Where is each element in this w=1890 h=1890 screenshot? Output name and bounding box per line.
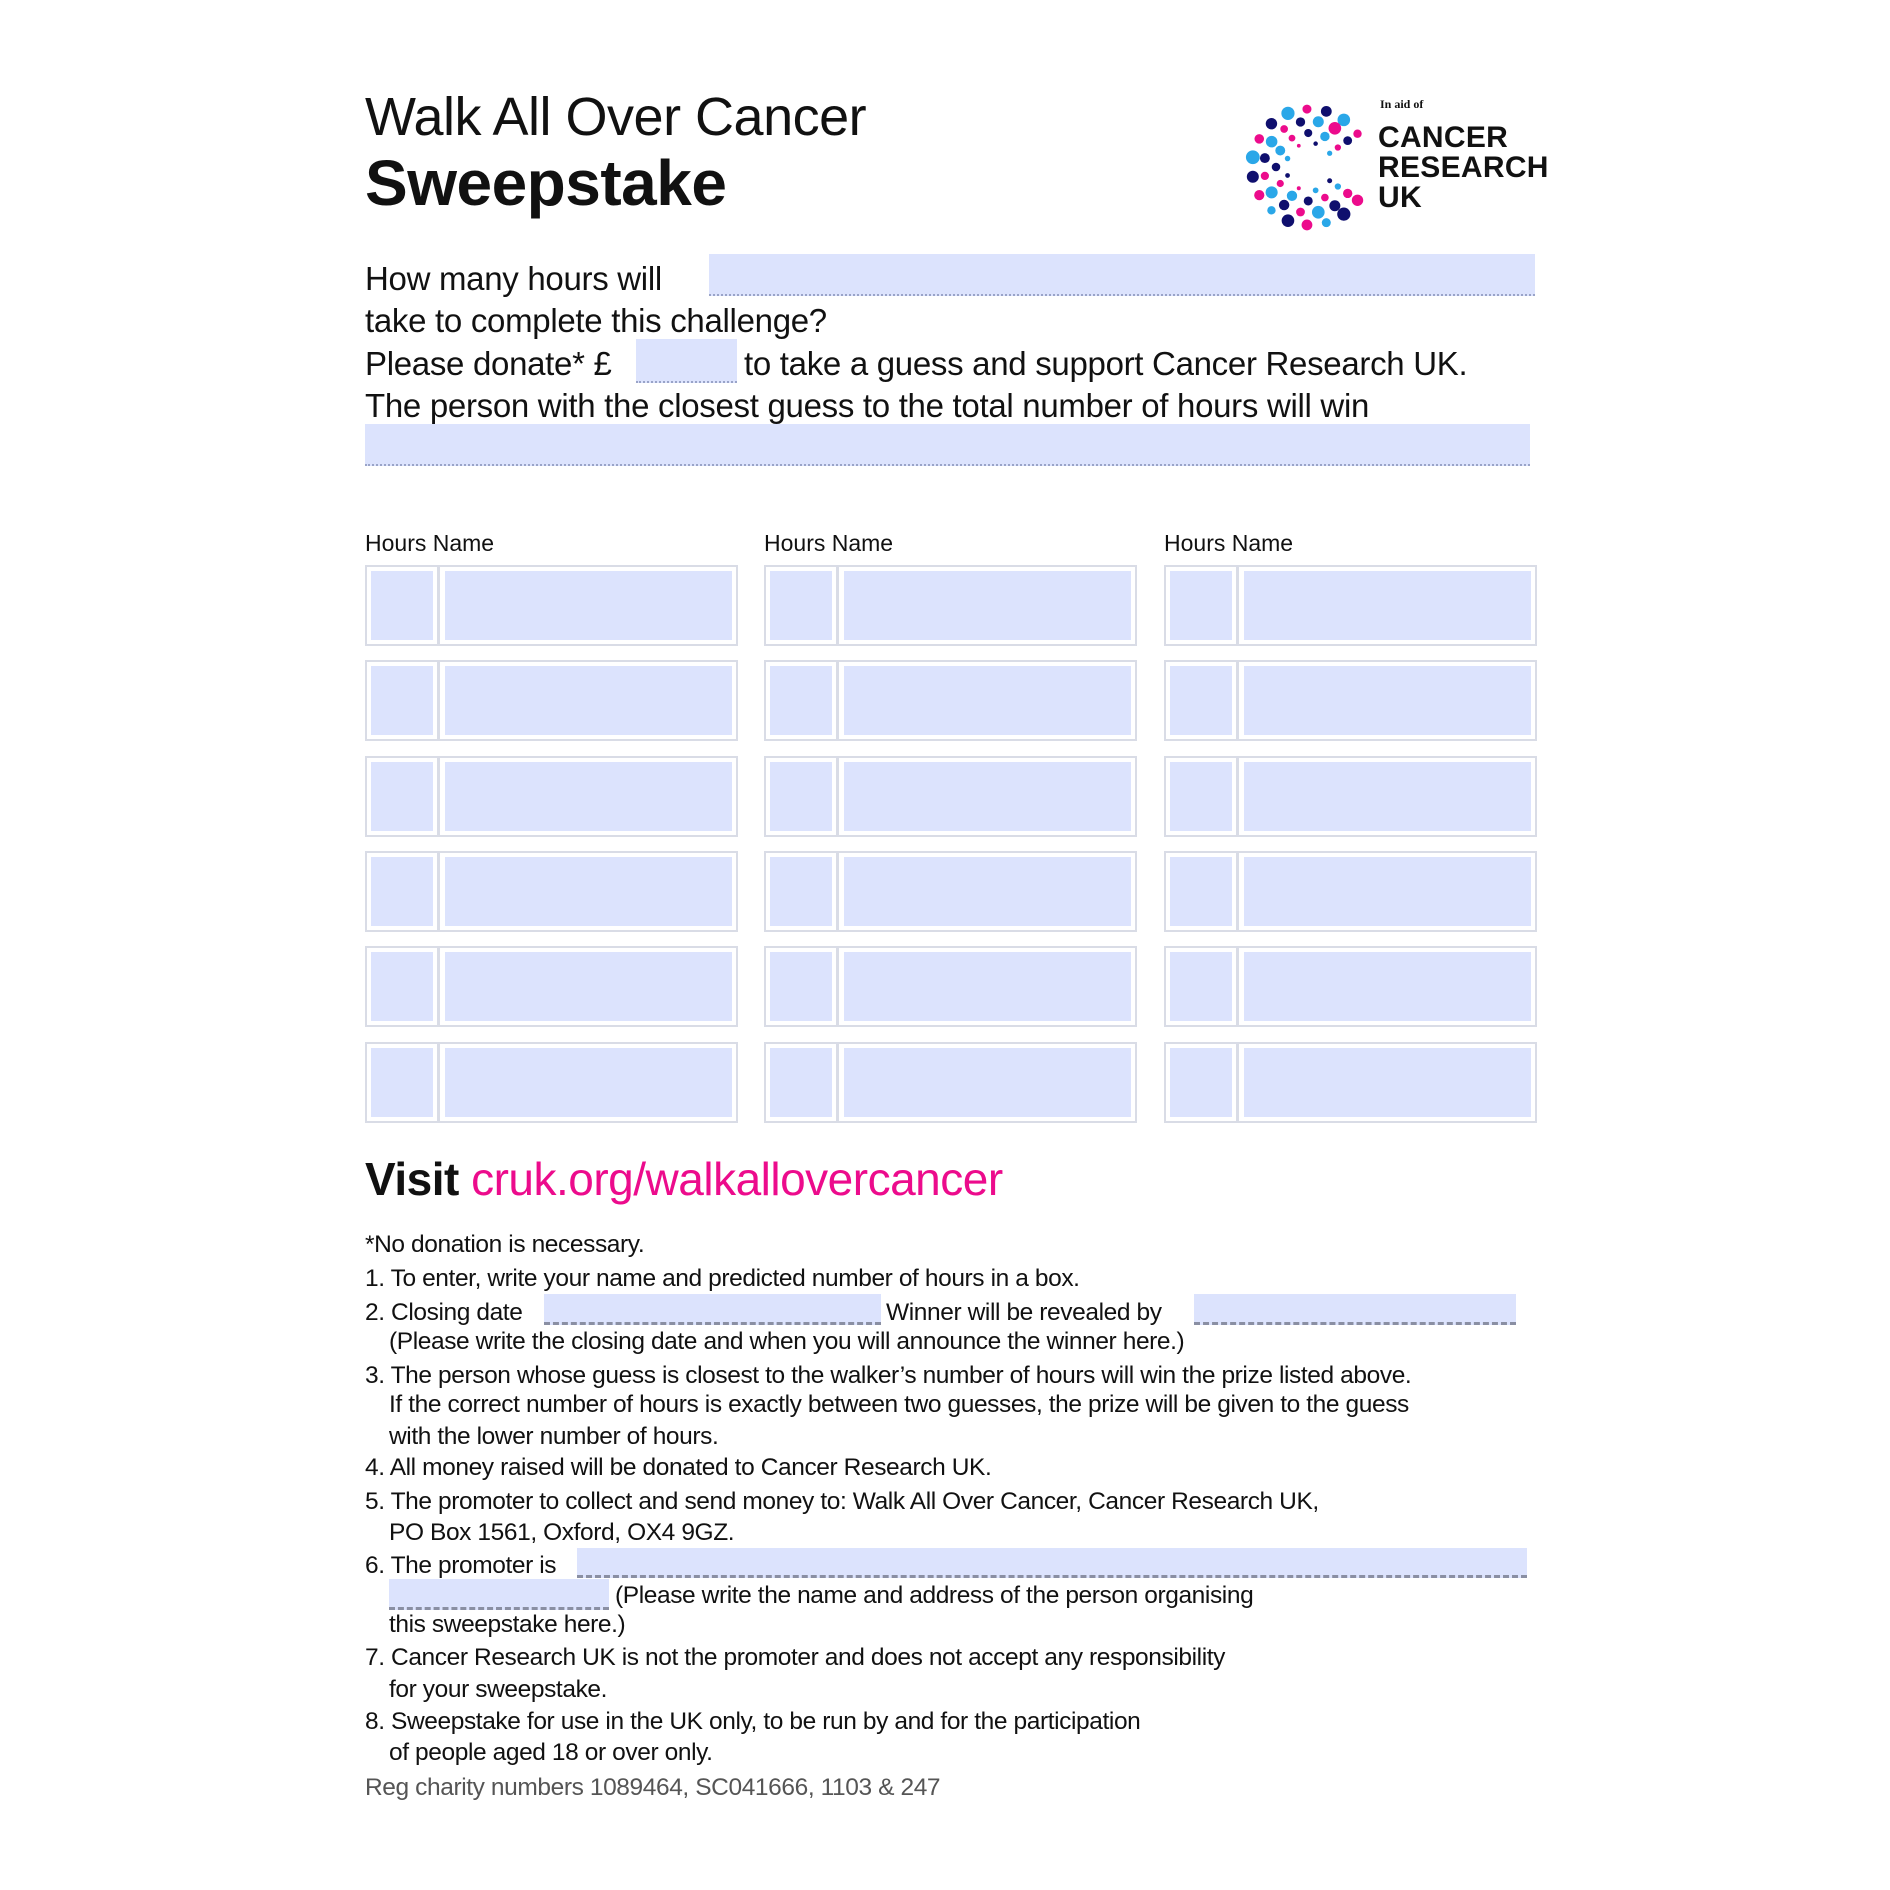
entry-row [764,946,1137,1027]
logo-dot [1275,146,1285,156]
hours-input[interactable] [770,952,832,1021]
logo-dot [1260,153,1270,163]
logo-dot [1287,191,1297,201]
logo-dot [1289,135,1296,142]
title-line-1: Walk All Over Cancer [365,87,867,147]
logo-dot [1313,116,1324,127]
name-input[interactable] [1244,762,1531,831]
hours-input[interactable] [1170,857,1232,926]
cell-divider [437,758,440,835]
logo-dot [1266,186,1278,198]
name-input[interactable] [844,952,1131,1021]
logo-dot [1304,129,1312,137]
hours-input[interactable] [1170,1048,1232,1117]
hours-input[interactable] [1170,666,1232,735]
logo-dot [1261,172,1269,180]
entry-row [764,565,1137,646]
closing-date-field[interactable] [544,1294,881,1325]
logo-dot [1335,183,1341,189]
name-input[interactable] [844,1048,1131,1117]
cell-divider [1236,853,1239,930]
hours-input[interactable] [371,762,433,831]
hours-input[interactable] [371,952,433,1021]
logo-in-aid-of: In aid of [1380,97,1424,111]
hours-input[interactable] [770,666,832,735]
rule-4: 4. All money raised will be donated to Cancer Research UK. [365,1454,992,1481]
hours-input[interactable] [770,571,832,640]
cell-divider [836,758,839,835]
cell-divider [1236,948,1239,1025]
hours-input[interactable] [371,1048,433,1117]
hours-input[interactable] [371,571,433,640]
cell-divider [437,567,440,644]
promoter-field-line-1[interactable] [577,1548,1527,1578]
logo-dot [1266,136,1278,148]
logo-dot [1343,189,1352,198]
logo-dot [1296,208,1305,217]
logo-dot [1296,117,1305,126]
entry-row [764,660,1137,741]
intro-line-3b: to take a guess and support Cancer Research UK. [744,345,1468,382]
hours-input[interactable] [770,762,832,831]
rule-6c: this sweepstake here.) [389,1611,626,1638]
entry-row [1164,851,1537,932]
entry-row [1164,1042,1537,1123]
name-input[interactable] [1244,952,1531,1021]
rule-2-winner-label: Winner will be revealed by [886,1299,1162,1326]
name-input[interactable] [445,571,732,640]
hours-input[interactable] [1170,952,1232,1021]
logo-line-3: UK [1378,181,1422,214]
intro-line-2: take to complete this challenge? [365,302,827,339]
name-input[interactable] [445,952,732,1021]
rule-note: *No donation is necessary. [365,1231,645,1258]
logo-dot [1279,200,1289,210]
entry-row [365,756,738,837]
rule-2-label: 2. Closing date [365,1299,523,1326]
entry-row [365,851,738,932]
hours-input[interactable] [1170,571,1232,640]
logo-dot [1280,125,1288,133]
entry-row [1164,756,1537,837]
entry-row [1164,660,1537,741]
cell-divider [437,1044,440,1121]
rule-3b: If the correct number of hours is exactly between two guesses, the prize will be given to the guess [389,1391,1409,1418]
entry-row [365,660,738,741]
logo-dot [1254,134,1264,144]
logo-dot [1302,105,1311,114]
cell-divider [836,662,839,739]
logo-dot [1281,107,1294,120]
entry-row [365,565,738,646]
logo-dot [1304,196,1313,205]
cell-divider [437,948,440,1025]
cell-divider [1236,758,1239,835]
cell-divider [836,567,839,644]
hours-input[interactable] [371,857,433,926]
logo-dot [1247,171,1259,183]
logo-dot [1267,206,1275,214]
logo-dot [1321,194,1329,202]
cell-divider [836,1044,839,1121]
logo-dot [1327,151,1332,156]
logo-dot [1282,214,1295,227]
entry-row [1164,946,1537,1027]
cell-divider [836,853,839,930]
logo-dot [1327,178,1332,183]
logo-dot [1297,186,1301,190]
logo-dot [1322,218,1331,227]
visit-label: Visit [365,1153,459,1205]
name-input[interactable] [445,666,732,735]
prize-field[interactable] [365,424,1530,466]
logo-dot [1266,118,1277,129]
name-input[interactable] [1244,857,1531,926]
logo-dot [1285,156,1291,162]
cell-divider [1236,567,1239,644]
logo-dot [1302,220,1313,231]
cell-divider [437,853,440,930]
entry-row [764,851,1137,932]
intro-line-4: The person with the closest guess to the total number of hours will win [365,387,1370,424]
rule-6b: (Please write the name and address of the person organising [615,1582,1254,1609]
cell-divider [437,662,440,739]
logo-line-2: RESEARCH [1378,151,1549,184]
promoter-field-line-2[interactable] [389,1579,609,1610]
logo-dot [1352,195,1363,206]
logo-dot [1313,187,1319,193]
rule-6-label: 6. The promoter is [365,1552,557,1579]
hours-input[interactable] [770,1048,832,1117]
column-header: Hours Name [365,530,495,556]
intro-line-3a: Please donate* £ [365,345,612,382]
logo-dots-icon [1238,100,1378,235]
rule-8b: of people aged 18 or over only. [389,1739,713,1766]
rule-8a: 8. Sweepstake for use in the UK only, to be run by and for the participation [365,1708,1141,1735]
entry-row [764,756,1137,837]
column-header: Hours Name [764,530,894,556]
winner-date-field[interactable] [1194,1294,1516,1325]
rule-5a: 5. The promoter to collect and send money to: Walk All Over Cancer, Cancer Research UK, [365,1488,1319,1515]
entry-row [365,1042,738,1123]
logo-dot [1353,130,1361,138]
name-input[interactable] [844,857,1131,926]
name-input[interactable] [445,762,732,831]
name-input[interactable] [844,762,1131,831]
logo-dot [1329,200,1340,211]
rule-1: 1. To enter, write your name and predicted number of hours in a box. [365,1265,1080,1292]
logo-dot [1246,150,1260,164]
entry-row [365,946,738,1027]
logo-dot [1254,190,1264,200]
name-input[interactable] [1244,571,1531,640]
logo-dot [1272,163,1281,172]
rule-3c: with the lower number of hours. [389,1423,719,1450]
title-sweepstake: Sweepstake [365,147,727,219]
rule-3a: 3. The person whose guess is closest to the walker’s number of hours will win the prize listed above. [365,1362,1412,1389]
rule-7b: for your sweepstake. [389,1676,608,1703]
entry-row [764,1042,1137,1123]
rule-2-note: (Please write the closing date and when you will announce the winner here.) [389,1328,1185,1355]
cell-divider [1236,662,1239,739]
logo-dot [1321,106,1332,117]
hours-input[interactable] [1170,762,1232,831]
logo-line-1: CANCER [1378,121,1509,154]
visit-url-link[interactable]: cruk.org/walkallovercancer [471,1153,1003,1205]
cell-divider [1236,1044,1239,1121]
intro-line-1: How many hours will [365,260,662,297]
name-input[interactable] [1244,666,1531,735]
donation-amount-field[interactable] [636,339,737,383]
logo-dot [1335,144,1341,150]
logo-dot [1297,144,1301,148]
logo-dot [1337,208,1350,221]
logo-dot [1313,141,1318,146]
cell-divider [836,948,839,1025]
visit-line [365,1152,1003,1206]
logo-dot [1312,206,1325,219]
entry-row [1164,565,1537,646]
logo-dot [1329,122,1342,135]
hours-input[interactable] [770,857,832,926]
name-input[interactable] [1244,1048,1531,1117]
hours-input[interactable] [371,666,433,735]
logo-dot [1277,180,1284,187]
logo-dot [1320,132,1329,141]
charity-numbers: Reg charity numbers 1089464, SC041666, 1103 & 247 [365,1774,941,1801]
name-input[interactable] [844,666,1131,735]
column-header: Hours Name [1164,530,1294,556]
rule-7a: 7. Cancer Research UK is not the promoter and does not accept any responsibility [365,1644,1226,1671]
logo-dot [1285,173,1290,178]
walker-name-field[interactable] [709,254,1535,296]
name-input[interactable] [445,1048,732,1117]
name-input[interactable] [445,857,732,926]
name-input[interactable] [844,571,1131,640]
logo-dot [1343,136,1352,145]
rule-5b: PO Box 1561, Oxford, OX4 9GZ. [389,1519,735,1546]
